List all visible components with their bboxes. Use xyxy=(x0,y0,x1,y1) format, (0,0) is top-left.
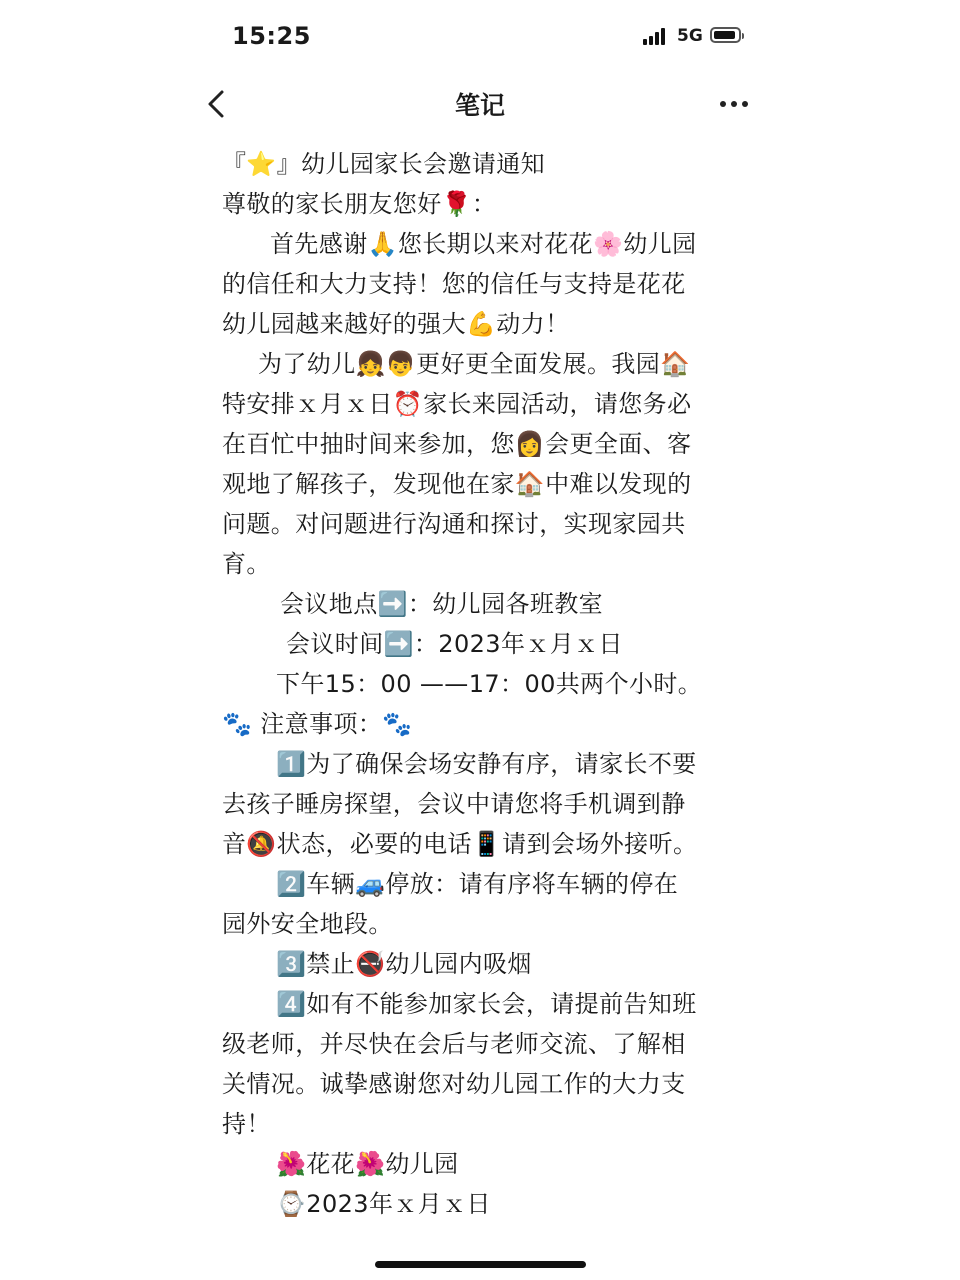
notes-heading: 🐾 注意事项：🐾 xyxy=(222,710,413,738)
note-item-4-cont: 级老师，并尽快在会后与老师交流、了解相 xyxy=(222,1030,686,1058)
note-paragraph-line: 育。 xyxy=(222,550,271,578)
meeting-time: 下午15：00 ——17：00共两个小时。 xyxy=(276,670,703,698)
meeting-location: 会议地点➡️：幼儿园各班教室 xyxy=(280,590,604,618)
note-paragraph-line: 为了幼儿👧👦更好更全面发展。我园🏠 xyxy=(258,350,691,378)
meeting-date: 会议时间➡️：2023年ｘ月ｘ日 xyxy=(286,630,623,658)
note-item-1-cont: 音🔕状态，必要的电话📱请到会场外接听。 xyxy=(222,830,698,858)
battery-icon xyxy=(710,27,741,43)
nav-bar xyxy=(0,72,960,136)
battery-level xyxy=(714,31,735,39)
more-dot xyxy=(742,101,748,107)
note-title: 『⭐』幼儿园家长会邀请通知 xyxy=(222,150,546,178)
status-bar xyxy=(0,0,960,70)
note-item-4-cont: 关情况。诚挚感谢您对幼儿园工作的大力支 xyxy=(222,1070,686,1098)
note-item-3: 3️⃣禁止🚭幼儿园内吸烟 xyxy=(276,950,532,978)
note-item-2-cont: 园外安全地段。 xyxy=(222,910,393,938)
note-item-1-cont: 去孩子睡房探望，会议中请您将手机调到静 xyxy=(222,790,686,818)
home-indicator[interactable] xyxy=(375,1261,586,1268)
note-item-1: 1️⃣为了确保会场安静有序，请家长不要 xyxy=(276,750,697,778)
more-dots-icon xyxy=(720,101,726,107)
note-item-2: 2️⃣车辆🚙停放：请有序将车辆的停在 xyxy=(276,870,679,898)
note-content[interactable] xyxy=(222,144,742,1224)
network-type: 5G xyxy=(677,26,703,46)
note-paragraph-line: 特安排ｘ月ｘ日⏰家长来园活动，请您务必 xyxy=(222,390,692,418)
signature-school: 🌺花花🌺幼儿园 xyxy=(276,1150,459,1178)
page-title: 笔记 xyxy=(454,91,505,120)
note-paragraph-line: 问题。对问题进行沟通和探讨，实现家园共 xyxy=(222,510,686,538)
note-item-4: 4️⃣如有不能参加家长会，请提前告知班 xyxy=(276,990,697,1018)
note-greeting: 尊敬的家长朋友您好🌹： xyxy=(222,190,497,218)
signal-strength-icon xyxy=(643,27,669,45)
more-button[interactable] xyxy=(712,88,756,120)
status-time: 15:25 xyxy=(232,22,311,50)
more-dot xyxy=(731,101,737,107)
note-paragraph-line: 在百忙中抽时间来参加，您👩会更全面、客 xyxy=(222,430,692,458)
note-paragraph-line: 首先感谢🙏您长期以来对花花🌸幼儿园 xyxy=(270,230,697,258)
note-item-4-cont: 持！ xyxy=(222,1110,271,1138)
signature-date: ⌚2023年ｘ月ｘ日 xyxy=(276,1190,491,1218)
note-paragraph-line: 的信任和大力支持！您的信任与支持是花花 xyxy=(222,270,686,298)
note-paragraph-line: 观地了解孩子，发现他在家🏠中难以发现的 xyxy=(222,470,692,498)
note-paragraph-line: 幼儿园越来越好的强大💪动力！ xyxy=(222,310,570,338)
